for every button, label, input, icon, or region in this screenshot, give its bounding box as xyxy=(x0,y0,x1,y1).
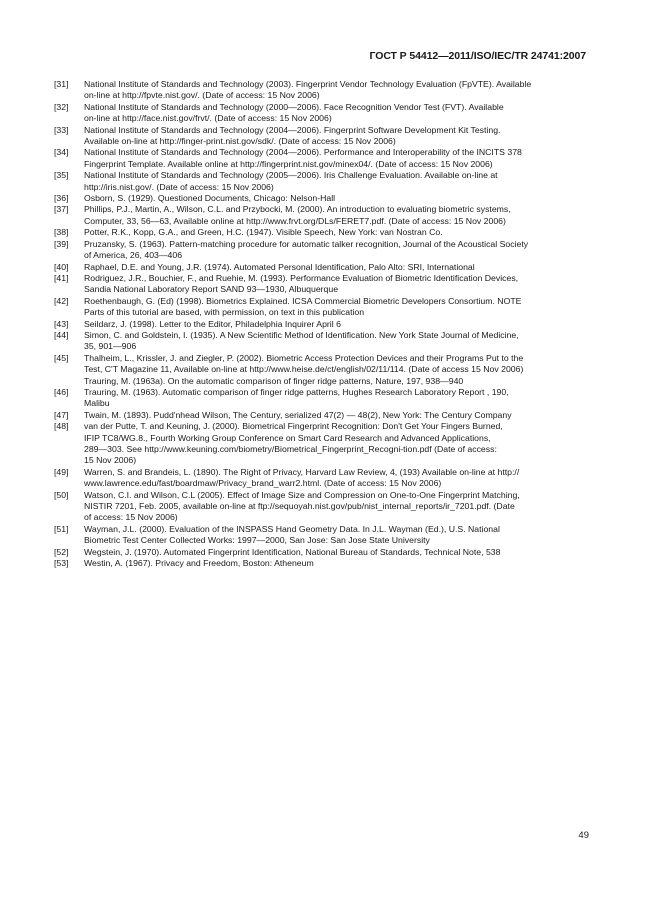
reference-number: [37] xyxy=(54,204,69,215)
reference-item xyxy=(54,125,588,148)
reference-line: National Institute of Standards and Technology (2003). Fingerprint Vendor Technology Evaluation (FpVTE). Available xyxy=(84,79,532,89)
reference-item xyxy=(54,147,588,170)
reference-item xyxy=(54,102,588,125)
reference-line: van der Putte, T. and Keuning, J. (2000). Biometrical Fingerprint Recognition: Don't Get Your Fingers Burned, xyxy=(84,421,503,432)
reference-item xyxy=(54,353,588,387)
reference-line: Wayman, J.L. (2000). Evaluation of the INSPASS Hand Geometry Data. In J.L. Wayman (Ed.), U.S. National xyxy=(84,523,500,534)
reference-number: [47] xyxy=(54,409,69,420)
reference-number: [35] xyxy=(54,170,69,181)
reference-line: IFIP TC8/WG.8., Fourth Working Group Conference on Smart Card Research and Advanced Applications, xyxy=(84,432,491,443)
standard-header: ГОСТ Р 54412—2011/ISO/IEC/TR 24741:2007 xyxy=(369,50,586,62)
reference-line: Seildarz, J. (1998). Letter to the Editor, Philadelphia Inquirer April 6 xyxy=(84,318,341,329)
reference-number: [41] xyxy=(54,272,69,283)
reference-number: [31] xyxy=(54,79,69,89)
reference-text xyxy=(84,125,588,148)
reference-text xyxy=(84,102,588,125)
reference-line: Trauring, M. (1963). Automatic comparison of finger ridge patterns, Hughes Research Laboratory Report , 190, xyxy=(84,386,509,397)
reference-number: [34] xyxy=(54,147,69,158)
reference-number: [33] xyxy=(54,124,69,135)
reference-line: of access: 15 Nov 2006) xyxy=(84,512,178,523)
reference-line: Osborn, S. (1929). Questioned Documents, Chicago: Nelson-Hall xyxy=(84,193,336,204)
reference-item xyxy=(54,170,588,193)
reference-text xyxy=(84,467,588,490)
reference-line: Rodriguez, J.R., Bouchier, F., and Ruehie, M. (1993). Performance Evaluation of Biometric Identification Devices, xyxy=(84,272,519,283)
reference-item xyxy=(54,387,588,410)
reference-line: www.lawrence.edu/fast/boardmaw/Privacy_brand_warr2.html. (Date of access: 15 Nov 2006) xyxy=(84,478,442,489)
reference-item xyxy=(54,227,588,238)
reference-line: Sandia National Laboratory Report SAND 93—1930, Albuquerque xyxy=(84,284,339,295)
reference-line: on-line at http://face.nist.gov/frvt/. (Date of access: 15 Nov 2006) xyxy=(84,113,332,124)
reference-item xyxy=(54,330,588,353)
reference-number: [43] xyxy=(54,318,69,329)
reference-text xyxy=(84,330,588,353)
reference-text xyxy=(84,319,588,330)
reference-line: National Institute of Standards and Technology (2005—2006). Iris Challenge Evaluation. Available on-line at xyxy=(84,170,498,181)
reference-line: Thalheim, L., Krissler, J. and Ziegler, P. (2002). Biometric Access Protection Devices and their Programs Put to the xyxy=(84,352,524,363)
reference-item xyxy=(54,79,588,102)
reference-item xyxy=(54,558,588,569)
reference-text xyxy=(84,547,588,558)
reference-line: Warren, S. and Brandeis, L. (1890). The Right of Privacy, Harvard Law Review, 4, (193) Available on-line at http:// xyxy=(84,466,520,477)
reference-list xyxy=(54,79,588,569)
reference-item xyxy=(54,239,588,262)
reference-text xyxy=(84,524,588,547)
reference-text xyxy=(84,296,588,319)
reference-text xyxy=(84,273,588,296)
page-number: 49 xyxy=(578,830,589,841)
reference-text xyxy=(84,558,588,569)
reference-item xyxy=(54,319,588,330)
reference-number: [53] xyxy=(54,558,69,569)
reference-line: National Institute of Standards and Technology (2004—2006). Performance and Interoperability of the INCITS 378 xyxy=(84,147,522,158)
reference-text xyxy=(84,239,588,262)
reference-line: Fingerprint Template. Available online at http://fingerprint.nist.gov/minex04/. (Date of access: 15 Nov 2006) xyxy=(84,158,493,169)
reference-number: [39] xyxy=(54,238,69,249)
reference-item xyxy=(54,467,588,490)
reference-line: http://iris.nist.gov/. (Date of access: 15 Nov 2006) xyxy=(84,181,274,192)
reference-item xyxy=(54,421,588,467)
reference-item xyxy=(54,524,588,547)
reference-line: Pruzansky, S. (1963). Pattern-matching procedure for automatic talker recognition, Journal of the Acoustical Society xyxy=(84,238,529,249)
reference-line: National Institute of Standards and Technology (2004—2006). Fingerprint Software Development Kit Testing. xyxy=(84,124,501,135)
reference-line: Phillips, P.J., Martin, A., Wilson, C.L. and Przybocki, M. (2000). An introduction to evaluating biometric systems, xyxy=(84,204,511,215)
reference-line: Raphael, D.E. and Young, J.R. (1974). Automated Personal Identification, Palo Alto: SRI, International xyxy=(84,261,475,272)
reference-line: Computer, 33, 56—63, Available online at http://www.frvt.org/DLs/FERET7.pdf. (Date of access: 15 Nov 2006) xyxy=(84,215,506,226)
reference-line: Malibu xyxy=(84,398,110,409)
reference-line: Potter, R.K., Kopp, G.A., and Green, H.C. (1947). Visible Speech, New York: van Nostran Co. xyxy=(84,227,443,238)
reference-text xyxy=(84,262,588,273)
reference-line: Watson, C.I. and Wilson, C.L (2005). Effect of Image Size and Compression on One-to-One Fingerprint Matching, xyxy=(84,489,520,500)
reference-text xyxy=(84,227,588,238)
reference-line: 15 Nov 2006) xyxy=(84,455,137,466)
reference-text xyxy=(84,410,588,421)
reference-number: [40] xyxy=(54,261,69,272)
reference-number: [51] xyxy=(54,523,69,534)
reference-number: [45] xyxy=(54,352,69,363)
reference-item xyxy=(54,547,588,558)
reference-text xyxy=(84,204,588,227)
reference-item xyxy=(54,262,588,273)
reference-text xyxy=(84,421,588,467)
reference-line: Westin, A. (1967). Privacy and Freedom, Boston: Atheneum xyxy=(84,558,314,569)
reference-number: [44] xyxy=(54,329,69,340)
reference-line: of America, 26, 403—406 xyxy=(84,250,183,261)
reference-number: [48] xyxy=(54,421,69,432)
reference-line: Trauring, M. (1963a). On the automatic comparison of finger ridge patterns, Nature, 197, 938—940 xyxy=(84,375,464,386)
reference-item xyxy=(54,204,588,227)
reference-line: NISTIR 7201, Feb. 2005, available on-line at ftp://sequoyah.nist.gov/pub/nist_internal_reports/ir_7201.pdf. (Date xyxy=(84,501,515,512)
reference-text xyxy=(84,79,588,102)
reference-line: on-line at http://fpvte.nist.gov/. (Date of access: 15 Nov 2006) xyxy=(84,90,320,101)
reference-number: [50] xyxy=(54,489,69,500)
reference-line: Twain, M. (1893). Pudd'nhead Wilson, The Century, serialized 47(2) — 48(2), New York: The Century Company xyxy=(84,409,512,420)
reference-number: [49] xyxy=(54,466,69,477)
reference-number: [52] xyxy=(54,546,69,557)
reference-number: [38] xyxy=(54,227,69,238)
reference-item xyxy=(54,273,588,296)
reference-text xyxy=(84,387,588,410)
reference-item xyxy=(54,410,588,421)
reference-line: Available on-line at http://finger-print.nist.gov/sdk/. (Date of access: 15 Nov 2006) xyxy=(84,136,396,147)
reference-line: Roethenbaugh, G. (Ed) (1998). Biometrics Explained. ICSA Commercial Biometric Developers Consortium. NOTE xyxy=(84,295,522,306)
reference-line: National Institute of Standards and Technology (2000—2006). Face Recognition Vendor Test (FVT). Available xyxy=(84,101,504,112)
reference-line: Simon, C. and Goldstein, I. (1935). A New Scientific Method of Identification. New York State Journal of Medicine, xyxy=(84,329,519,340)
reference-item xyxy=(54,490,588,524)
reference-item xyxy=(54,296,588,319)
reference-text xyxy=(84,193,588,204)
reference-number: [32] xyxy=(54,101,69,112)
reference-line: Biometric Test Center Collected Works: 1997—2000, San Jose: San Jose State University xyxy=(84,535,430,546)
reference-line: Test, C'T Magazine 11, Available on-line at http://www.heise.de/ct/english/02/11/114. (Date of access 15 Nov 2006) xyxy=(84,364,524,375)
reference-line: 35, 901—906 xyxy=(84,341,137,352)
reference-text xyxy=(84,353,588,387)
reference-text xyxy=(84,170,588,193)
reference-number: [46] xyxy=(54,386,69,397)
reference-text xyxy=(84,147,588,170)
reference-text xyxy=(84,490,588,524)
reference-number: [36] xyxy=(54,193,69,204)
reference-number: [42] xyxy=(54,295,69,306)
reference-line: Wegstein, J. (1970). Automated Fingerprint Identification, National Bureau of Standards, Technical Note, 538 xyxy=(84,546,501,557)
reference-line: 289—303. See http://www.keuning.com/biometry/Biometrical_Fingerprint_Recogni-tion.pdf (Date of access: xyxy=(84,444,497,454)
reference-item xyxy=(54,193,588,204)
reference-line: Parts of this tutorial are based, with permission, on text in this publication xyxy=(84,307,365,318)
